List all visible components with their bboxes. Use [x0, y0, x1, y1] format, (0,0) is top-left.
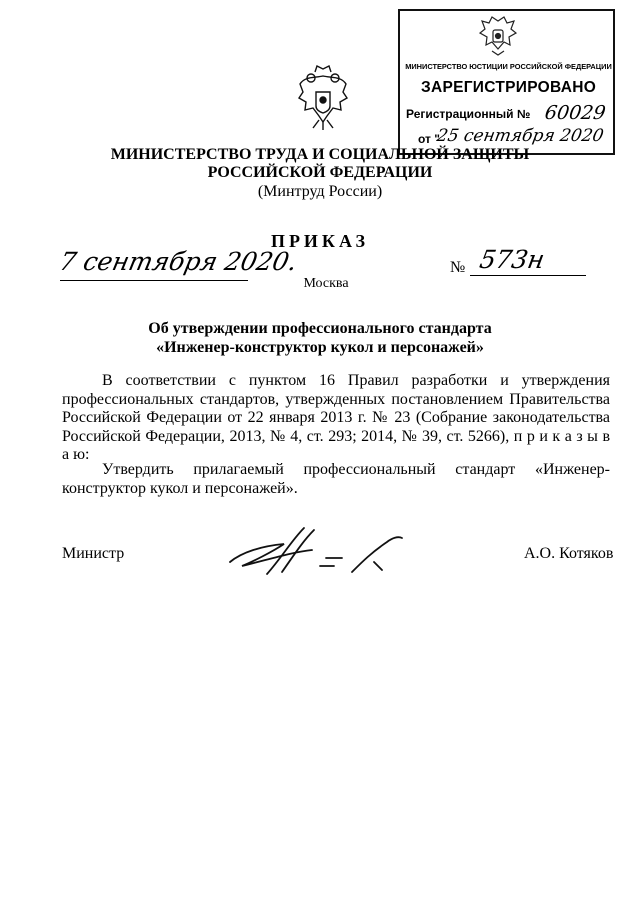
ministry-name-line2: РОССИЙСКОЙ ФЕДЕРАЦИИ	[207, 164, 433, 181]
coat-of-arms-icon	[297, 62, 349, 134]
ministry-short-name: (Минтруд России)	[257, 183, 383, 200]
ministry-name-line1: МИНИСТЕРСТВО ТРУДА И СОЦИАЛЬНОЙ ЗАЩИТЫ	[110, 146, 530, 163]
stamp-from-label: от "	[418, 132, 440, 146]
order-number: 573н	[477, 245, 547, 274]
registration-stamp	[398, 9, 615, 155]
body-paragraph-1: В соответствии с пунктом 16 Правил разработки и утверждения профессиональных стандартов, утвержденных постановлением Правительства Российской Федерации от 22 января 2013 г. № 23 (Собрание законодательства Российской Федерации, 2013, № 4, ст. 293; 2014, № 39, ст. 5266), п р и к а з ы в а ю:	[62, 372, 610, 464]
stamp-reg-label: Регистрационный №	[406, 107, 531, 121]
coat-of-arms-icon	[478, 15, 518, 57]
stamp-date: 25 сентября 2020	[435, 126, 606, 146]
order-number-sign: №	[450, 259, 466, 276]
body-paragraph-2: Утвердить прилагаемый профессиональный стандарт «Инженер-конструктор кукол и персонажей».	[62, 461, 610, 497]
number-underline	[470, 275, 586, 276]
stamp-ministry: МИНИСТЕРСТВО ЮСТИЦИИ РОССИЙСКОЙ ФЕДЕРАЦИИ	[405, 62, 612, 71]
subject-line2: «Инженер-конструктор кукол и персонажей»	[156, 339, 484, 356]
handwritten-signature	[222, 522, 412, 580]
order-date: 7 сентября 2020.	[56, 247, 300, 276]
signatory-name: А.О. Котяков	[524, 545, 614, 562]
stamp-registered: ЗАРЕГИСТРИРОВАНО	[420, 79, 597, 96]
subject-line1: Об утверждении профессионального стандарта	[148, 320, 492, 337]
stamp-reg-number: 60029	[543, 102, 607, 124]
order-city: Москва	[303, 276, 349, 291]
signatory-title: Министр	[62, 545, 125, 562]
order-title: ПРИКАЗ	[270, 231, 370, 251]
